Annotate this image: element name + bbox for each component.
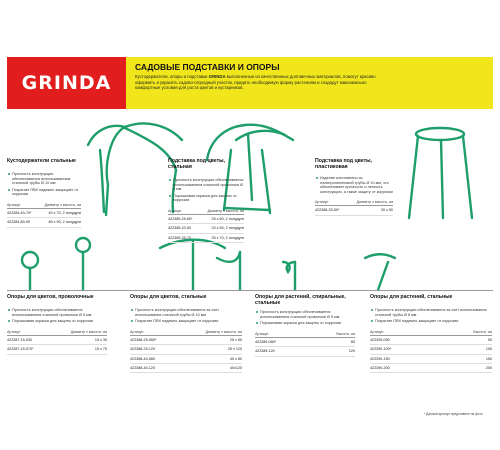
table-row: 422390-050 50 bbox=[370, 336, 492, 345]
table-row: 422387-15-070* 15 х 70 bbox=[7, 345, 107, 354]
table-row: 422384-80-90 80 х 90, 2 полудуги bbox=[7, 218, 81, 227]
table-row: 422388-25-120 25 х 120 bbox=[130, 345, 242, 354]
table-header: Артикул Высота, см bbox=[370, 329, 492, 334]
table-row: 422387-15-030 15 х 30 bbox=[7, 336, 107, 345]
product-bullet: Порошковая окраска для защиты от коррозии bbox=[255, 321, 355, 326]
table-row: 422388-40-080 40 х 80 bbox=[130, 355, 242, 364]
brand-logo-text: GRINDA bbox=[21, 72, 112, 94]
table-row: 422390-200 200 bbox=[370, 364, 492, 373]
product-title: Опоры для цветов, стальные bbox=[130, 294, 207, 300]
product-title: Опоры для цветов, проволочные bbox=[7, 294, 94, 300]
product-bullet: Порошковая окраска для защиты от коррозии bbox=[7, 319, 107, 324]
footnote: * Данный артикул представлен на фото bbox=[424, 412, 483, 416]
table-row: 422385-33-50 33 х 50, 2 полудуги bbox=[168, 224, 244, 233]
table-header: Артикул Высота, см bbox=[255, 331, 355, 336]
product-steel-stand bbox=[168, 158, 244, 243]
product-spiral-supports bbox=[255, 294, 355, 357]
product-bullet: Покрытие ПВХ надежно защищает от коррозии bbox=[130, 319, 242, 324]
product-title: Подставка под цветы, пластиковая bbox=[315, 158, 372, 170]
intro-text: Кустодержатели, опоры и подставки GRINDA выполненные из качественных долговечных материалов, помогут красиво оформить и украсить садово-огородный участок, придать необходимую форму растениям и создадут максимально комфортные условия для роста цветов и кустарников. bbox=[135, 74, 376, 91]
page-title: САДОВЫЕ ПОДСТАВКИ И ОПОРЫ bbox=[135, 62, 280, 72]
product-title: Кустодержатели стальные bbox=[7, 158, 76, 164]
product-title: Опоры для растений, спиральные, стальные bbox=[255, 294, 346, 306]
product-plastic-stand bbox=[315, 158, 393, 216]
product-bullet: Прочность конструкции обеспечивается использованием стальной проволоки Ø 5 мм bbox=[7, 308, 107, 317]
table-header: Артикул Диаметр х высота, см bbox=[130, 329, 242, 334]
table-row: 422384-40-70* 40 х 70, 2 полудуги bbox=[7, 209, 81, 218]
product-bullet: Прочность конструкции обеспечивается за счет использования стальной трубы Ø 10 мм bbox=[130, 308, 242, 317]
divider bbox=[7, 290, 493, 291]
table-header: Артикул Диаметр х высота, см bbox=[7, 202, 81, 207]
table-header: Артикул Диаметр х высота, см bbox=[7, 329, 107, 334]
product-steel-supports bbox=[130, 294, 242, 373]
product-bullet: Покрытие ПВХ надежно защищает от коррозии bbox=[7, 188, 81, 197]
product-bullet: Прочность конструкции обеспечивается использованием стальной трубы Ø 10 мм bbox=[7, 172, 81, 186]
table-row: 422389-120 120 bbox=[255, 347, 355, 356]
table-row: 422390-100* 100 bbox=[370, 345, 492, 354]
table-row: 422388-40-120 40х120 bbox=[130, 364, 242, 373]
product-plant-supports bbox=[370, 294, 492, 373]
header-band bbox=[7, 57, 493, 109]
brand-logo bbox=[7, 57, 126, 109]
product-bush-holders bbox=[7, 158, 81, 228]
product-bullet: Прочность конструкции обеспечивается использованием стальной проволоки Ø 5 мм bbox=[255, 310, 355, 319]
table-row: 422388-25-065* 25 х 65 bbox=[130, 336, 242, 345]
product-wire-supports bbox=[7, 294, 107, 355]
table-header: Артикул Диаметр х высота, см bbox=[315, 200, 393, 205]
product-bullet: Покрытие ПВХ надежно защищает от коррозии bbox=[370, 319, 492, 324]
product-bullet: Прочность конструкции обеспечивается за счет использования стальной трубы Ø 8 мм bbox=[370, 308, 492, 317]
table-row: 422385-35-70 35 х 70, 2 полудуги bbox=[168, 234, 244, 243]
product-bullet: Изделие изготовлено из полипропиленовой трубы Ø 10 мм, что обеспечивает прочность и легкость конструкции, а также защиту от коррозии bbox=[315, 176, 393, 194]
table-row: 422389-080* 80 bbox=[255, 338, 355, 347]
product-bullet: Прочность конструкции обеспечивается использованием стальной проволоки Ø 5 мм bbox=[168, 178, 244, 192]
table-row: 422386-30-50* 30 х 50 bbox=[315, 206, 393, 215]
product-title: Подставка под цветы, стальная bbox=[168, 158, 225, 170]
table-row: 422385-25-60* 25 х 60, 2 полудуги bbox=[168, 215, 244, 224]
product-bullet: Порошковая окраска для защиты от коррозии bbox=[168, 194, 244, 203]
product-title: Опоры для растений, стальные bbox=[370, 294, 453, 300]
table-row: 422390-150 150 bbox=[370, 355, 492, 364]
table-header: Артикул Диаметр х высота, см bbox=[168, 208, 244, 213]
